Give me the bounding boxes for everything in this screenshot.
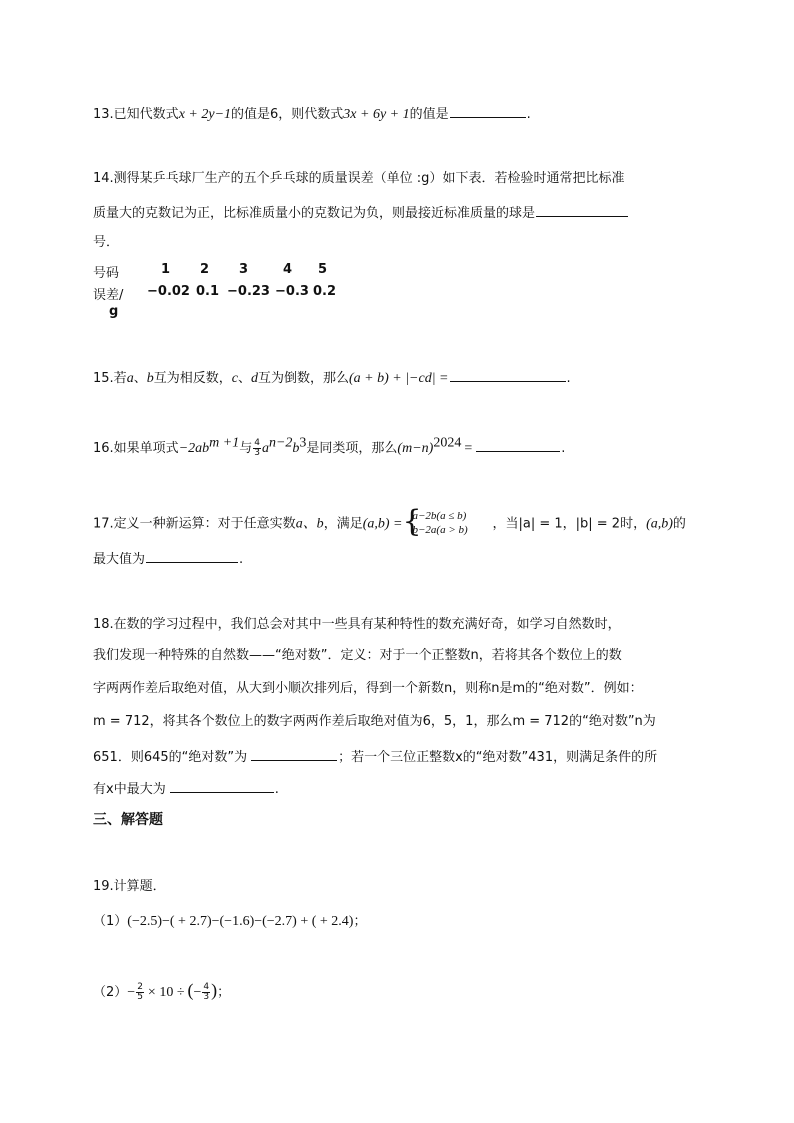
q17-prefix: 17.定义一种新运算：对于任意实数 [93,516,296,532]
question-18-line-6 [93,777,734,800]
q18-end: . [274,782,279,797]
q16-term-1: −2ab [178,441,210,456]
q15-mid-1: 互为相反数， [153,371,232,386]
q19-part-1-expression: (−2.5)−( + 2.7)−(−1.6)−(−2.7) + ( + 2.4) [127,914,354,929]
q19-fraction-2-denominator: 3 [203,992,210,1002]
q16-end: . [561,441,566,456]
table-number-1: 1 [161,262,171,277]
q13-prefix: 13.已知代数式 [93,107,179,122]
q16-with: 与 [239,441,253,456]
q19-part-2-fraction-2 [202,983,210,1002]
q15-end: . [566,371,571,386]
question-13 [93,102,734,125]
q17-cases: { a−2b(a ≤ b) b−2a(a > b) [402,504,468,539]
question-14-line-3: 号． [93,235,120,250]
q17-case-1: a−2b(a ≤ b) [412,510,467,522]
q15-var-d: d [250,371,258,386]
q15-answer-blank[interactable] [450,366,566,382]
table-number-3: 3 [239,262,249,277]
q18-line-6-text: 有x中最大为 [93,782,166,797]
table-error-2: 0.1 [196,284,220,299]
question-19-part-2 [93,980,734,1003]
q15-var-c: c [231,371,238,386]
q17-answer-blank[interactable] [146,547,238,563]
table-error-4: −0.3 [275,284,309,299]
question-17-line-2 [93,547,734,570]
q19-part-2-mid: × 10 ÷ [147,985,185,1000]
table-error-1: −0.02 [147,284,190,299]
q19-part-2-neg-2: − [193,985,202,1000]
q16-equals: = [464,441,473,456]
question-19-title: 19.计算题． [93,879,166,894]
table-number-4: 4 [283,262,293,277]
q16-expression: (m−n) [397,441,434,456]
q19-part-1-end: ； [353,914,367,929]
q18-answer-blank-2[interactable] [170,777,274,793]
q14-answer-blank[interactable] [536,201,628,217]
q13-expression-2: 3x + 6y + 1 [343,107,410,122]
q17-mid: ，满足 [323,516,363,532]
q18-line-5-a: 651．则645的“绝对数”为 [93,750,248,765]
table-label-error-unit: g [109,304,119,319]
q15-sep-1: 、 [133,371,147,386]
table-label-error: 误差/ [93,288,124,303]
q16-term-2: a [261,441,269,456]
q19-paren-close: ) [211,980,218,1000]
question-14-line-1: 14.测得某乒乓球厂生产的五个乒乓球的质量误差（单位 :g）如下表．若检验时通常把比标准 [93,171,625,186]
question-19-part-1 [93,912,734,932]
q17-tail: 的 [672,516,686,532]
question-18-line-1: 18.在数的学习过程中，我们总会对其中一些具有某种特性的数充满好奇，如学习自然数时， [93,617,621,632]
q17-end: . [239,552,244,567]
q16-mid: 是同类项，那么 [306,441,398,456]
question-17 [93,504,734,539]
q17-vars: a、b [295,516,324,532]
q16-fraction [253,439,261,458]
q17-condition: ，当|a| = 1，|b| = 2时， [492,516,647,532]
q18-line-5-b: ；若一个三位正整数x的“绝对数”431，则满足条件的所 [338,750,658,765]
q19-fraction-1-denominator: 5 [137,992,143,1002]
question-14-line-2 [93,201,734,224]
q19-part-2-end: ； [217,985,231,1000]
q16-expression-exponent: 2024 [433,435,462,451]
q16-answer-blank[interactable] [476,436,560,452]
q18-answer-blank-1[interactable] [251,745,337,761]
question-16 [93,436,734,459]
q15-expression: (a + b) + |−cd| = [348,371,449,386]
q17-definition: (a,b) = [362,516,403,532]
question-18-line-5 [93,745,734,768]
q19-part-2-label: （2） [93,985,128,1000]
q16-term-2-b-exponent: 3 [299,435,307,451]
section-title: 三、解答题 [93,812,163,828]
q15-var-b: b [146,371,154,386]
q19-part-2-fraction-1 [136,983,144,1002]
q13-expression-1: x + 2y−1 [178,107,232,122]
q14-line-2-text: 质量大的克数记为正，比标准质量小的克数记为负，则最接近标准质量的球是 [93,206,536,221]
table-number-5: 5 [318,262,328,277]
q16-term-2-b: b [292,441,300,456]
q15-prefix: 15.若 [93,371,127,386]
q17-pair: (a,b) [646,516,673,532]
q16-prefix: 16.如果单项式 [93,441,179,456]
q16-fraction-numerator: 4 [254,438,260,448]
q16-term-1-exponent: m +1 [209,435,240,451]
q13-answer-blank[interactable] [450,102,526,118]
question-18-line-2: 我们发现一种特殊的自然数——“绝对数”．定义：对于一个正整数n，若将其各个数位上的数 [93,648,622,663]
q15-mid-2: 互为倒数，那么 [257,371,349,386]
q13-end: . [526,107,531,122]
question-15 [93,366,734,389]
table-number-2: 2 [200,262,210,277]
q17-line-2-text: 最大值为 [93,552,146,567]
question-18-line-4: m = 712，将其各个数位上的数字两两作差后取绝对值为6，5，1，那么m = 712的“绝对数”n为 [93,714,656,729]
q15-var-a: a [126,371,134,386]
q15-sep-2: 、 [237,371,251,386]
table-label-number: 号码 [93,266,120,281]
q16-fraction-denominator: 3 [254,448,260,458]
table-error-5: 0.2 [313,284,337,299]
q19-fraction-1-numerator: 2 [137,982,143,992]
q13-mid: 的值是6，则代数式 [231,107,344,122]
table-error-3: −0.23 [227,284,270,299]
q19-part-1-label: （1） [93,914,128,929]
q16-term-2-exponent: n−2 [268,435,293,451]
question-18-line-3: 字两两作差后取绝对值，从大到小顺次排列后，得到一个新数n，则称n是m的“绝对数”．例如： [93,681,643,696]
q13-suffix: 的值是 [409,107,449,122]
q19-fraction-2-numerator: 4 [203,982,210,992]
q19-paren-open: ( [187,980,194,1000]
q19-part-2-neg: − [127,985,136,1000]
q17-case-2: b−2a(a > b) [412,524,468,536]
